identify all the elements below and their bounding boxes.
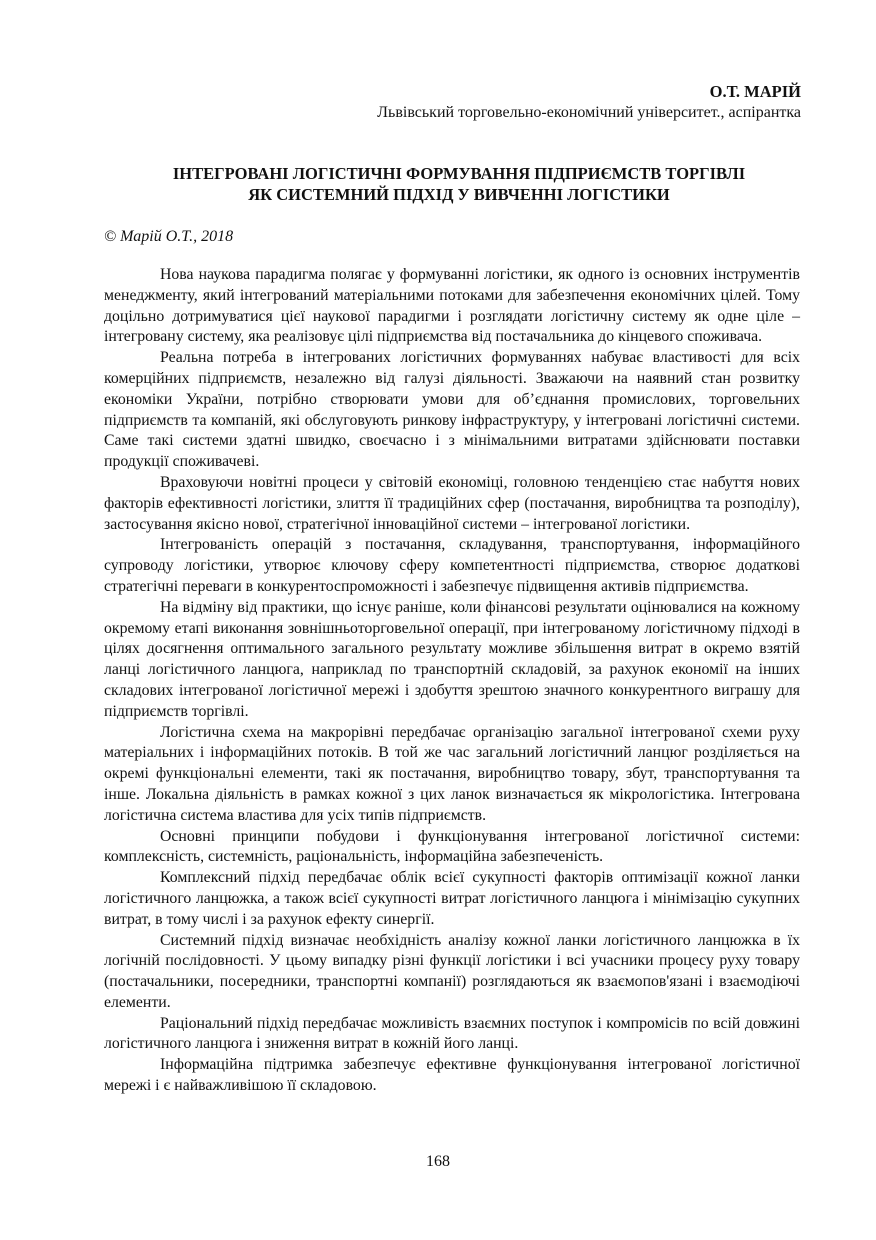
paragraph: Системний підхід визначає необхідність аналізу кожної ланки логістичного ланцюжка в їх логічній послідовності. У цьому випадку різні функції логістики і всі учасники процесу руху товару (постачальники, посередники, транспортні компанії) розглядаються як взаємопов'язані і взаємодіючі елементи. — [104, 931, 800, 1011]
article-body — [104, 265, 800, 1097]
paragraph: Основні принципи побудови і функціонування інтегрованої логістичної системи: комплексність, системність, раціональність, інформаційна забезпеченість. — [104, 827, 800, 866]
copyright-notice: © Марій О.Т., 2018 — [104, 228, 234, 245]
paragraph: Інформаційна підтримка забезпечує ефективне функціонування інтегрованої логістичної мережі і є найважливішою її складовою. — [104, 1056, 800, 1095]
article-title-line-1: ІНТЕГРОВАНІ ЛОГІСТИЧНІ ФОРМУВАННЯ ПІДПРИЄМСТВ ТОРГІВЛІ — [172, 164, 746, 183]
author-name: О.Т. МАРІЙ — [709, 82, 801, 101]
paragraph: Логістична схема на макрорівні передбачає організацію загальної інтегрованої схеми руху матеріальних і інформаційних потоків. В той же час загальний логістичний ланцюг розділяється на окремі функціональні елементи, такі як постачання, виробництво товару, збут, транспортування та інше. Локальна діяльність в рамках кожної з цих ланок визначається як мікрологістика. Інтегрована логістична система властива для усіх типів підприємств. — [104, 723, 800, 824]
article-title-line-2: ЯК СИСТЕМНИЙ ПІДХІД У ВИВЧЕННІ ЛОГІСТИКИ — [248, 185, 670, 204]
article-title — [104, 163, 814, 205]
paragraph: Раціональний підхід передбачає можливість взаємних поступок і компромісів по всій довжині логістичного ланцюга і зниження витрат в кожній його ланці. — [104, 1014, 800, 1053]
author-affiliation: Львівський торговельно-економічний університет., аспірантка — [377, 104, 801, 121]
paragraph: Враховуючи новітні процеси у світовій економіці, головною тенденцією стає набуття нових факторів ефективності логістики, злиття її традиційних сфер (постачання, виробництва та розподілу), застосування якісно нової, стратегічної інноваційної системи – інтегрованої логістики. — [104, 473, 800, 533]
paragraph: Комплексний підхід передбачає облік всієї сукупності факторів оптимізації кожної ланки логістичного ланцюжка, а також всієї сукупності витрат логістичного ланцюга і мінімізацію сукупних витрат, в тому числі і за рахунок ефекту синергії. — [104, 869, 800, 928]
paragraph: Реальна потреба в інтегрованих логістичних формуваннях набуває властивості для всіх комерційних підприємств, незалежно від галузі діяльності. Зважаючи на наявний стан розвитку економіки України, потрібно створювати умови для об’єднання промислових, торговельних підприємств та компаній, які обслуговують ринкову інфраструктуру, у інтегровані логістичні системи. Саме такі системи здатні швидко, своєчасно і з мінімальними витратами здійснювати поставки продукції споживачеві. — [104, 349, 800, 471]
paragraph: Інтегрованість операцій з постачання, складування, транспортування, інформаційного супроводу логістики, утворює ключову сферу компетентності підприємства, створює додаткові стратегічні переваги в конкурентоспроможності і забезпечує підвищення активів підприємства. — [104, 536, 800, 595]
paragraph: Нова наукова парадигма полягає у формуванні логістики, як одного із основних інструментів менеджменту, який інтегрований матеріальними потоками для забезпечення економічних цілей. Тому доцільно дотримуватися цієї наукової парадигми і розглядати логістичну систему як одне ціле – інтегровану систему, яка реалізовує цілі підприємства від постачальника до кінцевого споживача. — [104, 266, 800, 346]
paragraph: На відміну від практики, що існує раніше, коли фінансові результати оцінювалися на кожному окремому етапі виконання зовнішньоторговельної операції, при інтегрованому логістичному підході в цілях досягнення оптимального загального результату можливе збільшення витрат в окремо взятій ланці логістичного ланцюга, наприклад по транспортній складовій, за рахунок економії на інших складових інтегрованої логістичної мережі і здобуття зрештою значного конкурентного виграшу для підприємств торгівлі. — [104, 598, 800, 720]
page-number: 168 — [426, 1153, 450, 1170]
